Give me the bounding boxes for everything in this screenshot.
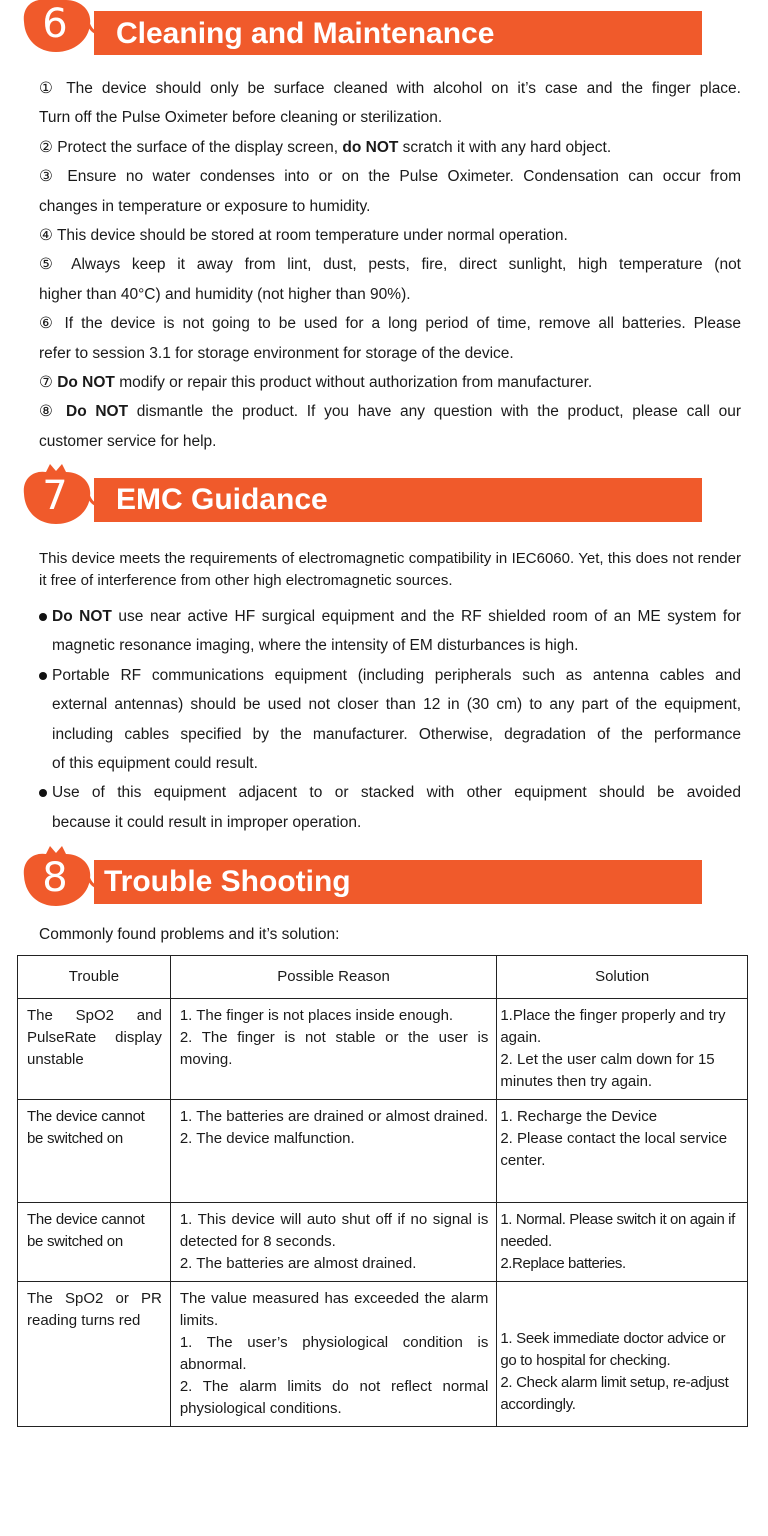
list-item: ④ This device should be stored at room temperature under normal operation. [39,226,568,244]
trouble-table [17,955,748,1427]
table-row [18,999,748,1100]
list-item: ⑥ If the device is not going to be used for a long period of time, remove all batteries. Please [39,315,741,333]
bullet-icon [39,672,47,680]
solution-cell: 1. Seek immediate doctor advice or go to hospital for checking. 2. Check alarm limit setup, re-adjust accordingly. [497,1282,748,1427]
section-title: EMC Guidance [116,483,328,516]
section-number-badge [16,0,98,52]
list-item: ⑦ Do NOT modify or repair this product without authorization from manufacturer. [39,373,593,391]
reason-cell: The value measured has exceeded the alarm limits. 1. The user’s physiological condition is abnormal. 2. The alarm limits do not reflect normal physiological conditions. [170,1282,497,1427]
solution-cell: 1.Place the finger properly and try again. 2. Let the user calm down for 15 minutes then try again. [497,999,748,1100]
section-title: Trouble Shooting [104,865,351,898]
section-number: 7 [42,473,68,519]
section-8-header [16,852,702,908]
solution-cell: 1. Normal. Please switch it on again if needed. 2.Replace batteries. [497,1203,748,1282]
trouble-cell: The SpO2 and PulseRate display unstable [18,999,171,1100]
section-6-header [16,0,702,56]
table-row [18,1100,748,1203]
trouble-cell: The device cannot be switched on [18,1100,171,1203]
table-header-row [18,956,748,999]
list-item: Use of this equipment adjacent to or stacked with other equipment should be avoided because it could result in improper operation. [39,778,741,837]
reason-cell: 1. The finger is not places inside enough. 2. The finger is not stable or the user is moving. [170,999,497,1100]
section-number-badge [16,464,98,524]
table-row [18,1282,748,1427]
column-header: Possible Reason [170,956,497,999]
cleaning-list: ① The device should only be surface cleaned with alcohol on it’s case and the finger place. Turn off the Pulse Oximeter before cleaning or sterilization. ② Protect the surface of the display screen, do NOT scratch it with any hard object. ③ Ensure no water condenses into or on the Pulse Oximeter. Condensation can occur from changes in temperature or exposure to humidity. ④ This device should be stored at room temperature under normal operation. ⑤ Always keep it away from lint, dust, pests, fire, direct sunlight, high temperature (not higher than 40°C) and humidity (not higher than 90%). ⑥ If the device is not going to be used for a long period of time, remove all batteries. Please refer to session 3.1 for storage environment for storage of the device. ⑦ Do NOT modify or repair this product without authorization from manufacturer. ⑧ Do NOT dismantle the product. If you have any question with the product, please call our customer service for help. [39,74,741,456]
solution-cell: 1. Recharge the Device 2. Please contact the local service center. [497,1100,748,1203]
trouble-cell: The SpO2 or PR reading turns red [18,1282,171,1427]
section-number-badge [16,846,98,906]
list-item: Portable RF communications equipment (including peripherals such as antenna cables and external antennas) should be used not closer than 12 in (30 cm) to any part of the equipment, including cables specified by the manufacturer. Otherwise, degradation of the performance of this equipment could result. [39,661,741,779]
bullet-icon [39,789,47,797]
table-row [18,1203,748,1282]
bullet-icon [39,613,47,621]
column-header: Solution [497,956,748,999]
section-title: Cleaning and Maintenance [116,17,495,50]
trouble-intro: Commonly found problems and it’s solution: [39,926,340,943]
list-item: ① The device should only be surface cleaned with alcohol on it’s case and the finger place. [39,80,741,97]
list-item: ⑤ Always keep it away from lint, dust, pests, fire, direct sunlight, high temperature (not [39,256,741,274]
section-number: 8 [42,855,68,901]
list-item: Do NOT use near active HF surgical equipment and the RF shielded room of an ME system for magnetic resonance imaging, where the intensity of EM disturbances is high. [39,602,741,661]
reason-cell: 1. The batteries are drained or almost drained. 2. The device malfunction. [170,1100,497,1203]
column-header: Trouble [18,956,171,999]
list-item: ③ Ensure no water condenses into or on the Pulse Oximeter. Condensation can occur from [39,168,741,186]
emc-intro: This device meets the requirements of electromagnetic compatibility in IEC6060. Yet, this does not render it free of interference from other high electromagnetic sources. [39,550,741,589]
section-7-header [16,470,702,526]
list-item: ② Protect the surface of the display screen, do NOT scratch it with any hard object. [39,138,612,156]
trouble-cell: The device cannot be switched on [18,1203,171,1282]
reason-cell: 1. This device will auto shut off if no signal is detected for 8 seconds. 2. The batteries are almost drained. [170,1203,497,1282]
emc-bullets [39,602,741,837]
section-number: 6 [42,1,68,47]
list-item: ⑧ Do NOT dismantle the product. If you have any question with the product, please call our [39,403,741,421]
